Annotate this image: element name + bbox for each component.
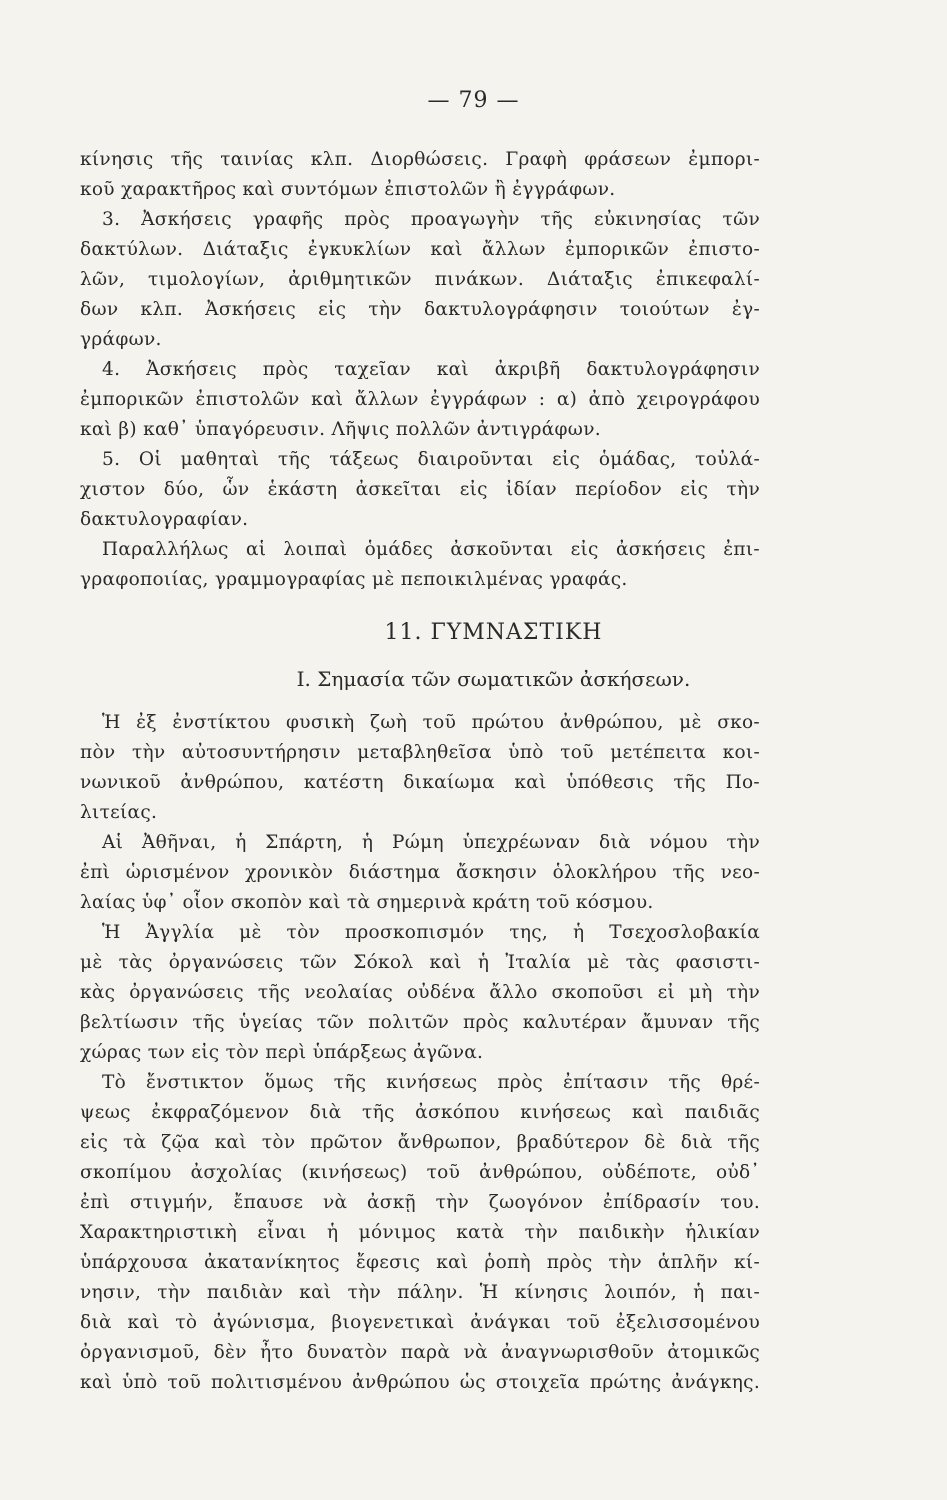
text-line: κὰς ὀργανώσεις τῆς νεολαίας οὐδένα ἄλλο σκοποῦσι εἰ μὴ τὴν bbox=[80, 982, 760, 1003]
text-line: ὑπάρχουσα ἀκατανίκητος ἔφεσις καὶ ῥοπὴ πρὸς τὴν ἁπλῆν κί- bbox=[80, 1252, 760, 1273]
text-line: χώρας των εἰς τὸν περὶ ὑπάρξεως ἀγῶνα. bbox=[80, 1042, 484, 1063]
text-line: 4. Ἀσκήσεις πρὸς ταχεῖαν καὶ ἀκριβῆ δακτυλογράφησιν bbox=[102, 359, 760, 380]
top-text-block bbox=[80, 145, 760, 595]
text-line: καὶ ὑπὸ τοῦ πολιτισμένου ἀνθρώπου ὡς στοιχεῖα πρώτης ἀνάγκης. bbox=[80, 1372, 760, 1393]
text-line: Ἡ Ἀγγλία μὲ τὸν προσκοπισμόν της, ἡ Τσεχοσλοβακία bbox=[102, 922, 760, 943]
text-line: καὶ β) καθ᾽ ὑπαγόρευσιν. Λῆψις πολλῶν ἀντιγράφων. bbox=[80, 419, 601, 440]
text-line: Ἡ ἐξ ἐνστίκτου φυσικὴ ζωὴ τοῦ πρώτου ἀνθρώπου, μὲ σκο- bbox=[102, 712, 760, 733]
text-line: κοῦ χαρακτῆρος καὶ συντόμων ἐπιστολῶν ἢ ἐγγράφων. bbox=[80, 179, 616, 200]
text-line: ἐπὶ στιγμήν, ἔπαυσε νὰ ἀσκῇ τὴν ζωογόνον ἐπίδρασίν του. bbox=[80, 1192, 760, 1213]
text-line: ὀργανισμοῦ, δὲν ἦτο δυνατὸν παρὰ νὰ ἀναγνωρισθοῦν ἀτομικῶς bbox=[80, 1342, 760, 1363]
text-line: Τὸ ἔνστικτον ὅμως τῆς κινήσεως πρὸς ἐπίτασιν τῆς θρέ- bbox=[102, 1072, 760, 1093]
text-line: σκοπίμου ἀσχολίας (κινήσεως) τοῦ ἀνθρώπου, οὐδέποτε, οὐδ᾽ bbox=[80, 1162, 760, 1183]
text-line: νησιν, τὴν παιδιὰν καὶ τὴν πάλην. Ἡ κίνησις λοιπόν, ἡ παι- bbox=[80, 1282, 760, 1303]
text-line: κίνησις τῆς ταινίας κλπ. Διορθώσεις. Γραφὴ φράσεων ἐμπορι- bbox=[80, 149, 760, 170]
text-line: 3. Ἀσκήσεις γραφῆς πρὸς προαγωγὴν τῆς εὐκινησίας τῶν bbox=[102, 209, 760, 230]
text-line: νωνικοῦ ἀνθρώπου, κατέστη δικαίωμα καὶ ὑπόθεσις τῆς Πο- bbox=[80, 772, 760, 793]
text-line: διὰ καὶ τὸ ἀγώνισμα, βιογενετικαὶ ἀνάγκαι τοῦ ἐξελισσομένου bbox=[80, 1312, 760, 1333]
section-title: 11. ΓΥΜΝΑΣΤΙΚΗ bbox=[384, 620, 603, 645]
text-line: Παραλλήλως αἱ λοιπαὶ ὁμάδες ἀσκοῦνται εἰς ἀσκήσεις ἐπι- bbox=[102, 539, 760, 560]
text-line: χιστον δύο, ὧν ἑκάστη ἀσκεῖται εἰς ἰδίαν περίοδον εἰς τὴν bbox=[80, 479, 760, 500]
text-line: πὸν τὴν αὐτοσυντήρησιν μεταβληθεῖσα ὑπὸ τοῦ μετέπειτα κοι- bbox=[80, 742, 760, 763]
text-line: δων κλπ. Ἀσκήσεις εἰς τὴν δακτυλογράφησιν τοιούτων ἐγ- bbox=[80, 299, 760, 320]
text-line: λαίας ὑφ᾽ οἷον σκοπὸν καὶ τὰ σημερινὰ κράτη τοῦ κόσμου. bbox=[80, 892, 654, 913]
text-line: Αἱ Ἀθῆναι, ἡ Σπάρτη, ἡ Ρώμη ὑπεχρέωναν διὰ νόμου τὴν bbox=[102, 832, 760, 853]
page-number: — 79 — bbox=[427, 88, 520, 113]
text-line: μὲ τὰς ὀργανώσεις τῶν Σόκολ καὶ ἡ Ἰταλία μὲ τὰς φασιστι- bbox=[80, 952, 760, 973]
body-text-block bbox=[80, 708, 760, 1398]
text-line: ψεως ἐκφραζόμενον διὰ τῆς ἀσκόπου κινήσεως καὶ παιδιᾶς bbox=[80, 1102, 760, 1123]
text-line: γραφοποιίας, γραμμογραφίας μὲ πεποικιλμένας γραφάς. bbox=[80, 569, 628, 590]
text-line: λιτείας. bbox=[80, 802, 158, 823]
text-line: ἐμπορικῶν ἐπιστολῶν καὶ ἄλλων ἐγγράφων : α) ἀπὸ χειρογράφου bbox=[80, 389, 760, 410]
text-line: δακτυλογραφίαν. bbox=[80, 509, 249, 530]
text-line: Χαρακτηριστικὴ εἶναι ἡ μόνιμος κατὰ τὴν παιδικὴν ἡλικίαν bbox=[80, 1222, 760, 1243]
text-line: γράφων. bbox=[80, 329, 162, 350]
text-line: λῶν, τιμολογίων, ἀριθμητικῶν πινάκων. Διάταξις ἐπικεφαλί- bbox=[80, 269, 760, 290]
text-line: 5. Οἱ μαθηταὶ τῆς τάξεως διαιροῦνται εἰς ὁμάδας, τοὐλά- bbox=[102, 449, 760, 470]
text-line: δακτύλων. Διάταξις ἐγκυκλίων καὶ ἄλλων ἐμπορικῶν ἐπιστο- bbox=[80, 239, 760, 260]
text-line: βελτίωσιν τῆς ὑγείας τῶν πολιτῶν πρὸς καλυτέραν ἄμυναν τῆς bbox=[80, 1012, 760, 1033]
text-line: εἰς τὰ ζῷα καὶ τὸν πρῶτον ἄνθρωπον, βραδύτερον δὲ διὰ τῆς bbox=[80, 1132, 760, 1153]
text-line: ἐπὶ ὡρισμένον χρονικὸν διάστημα ἄσκησιν ὁλοκλήρου τῆς νεο- bbox=[80, 862, 760, 883]
subsection-title: Ι. Σημασία τῶν σωματικῶν ἀσκήσεων. bbox=[296, 667, 691, 691]
